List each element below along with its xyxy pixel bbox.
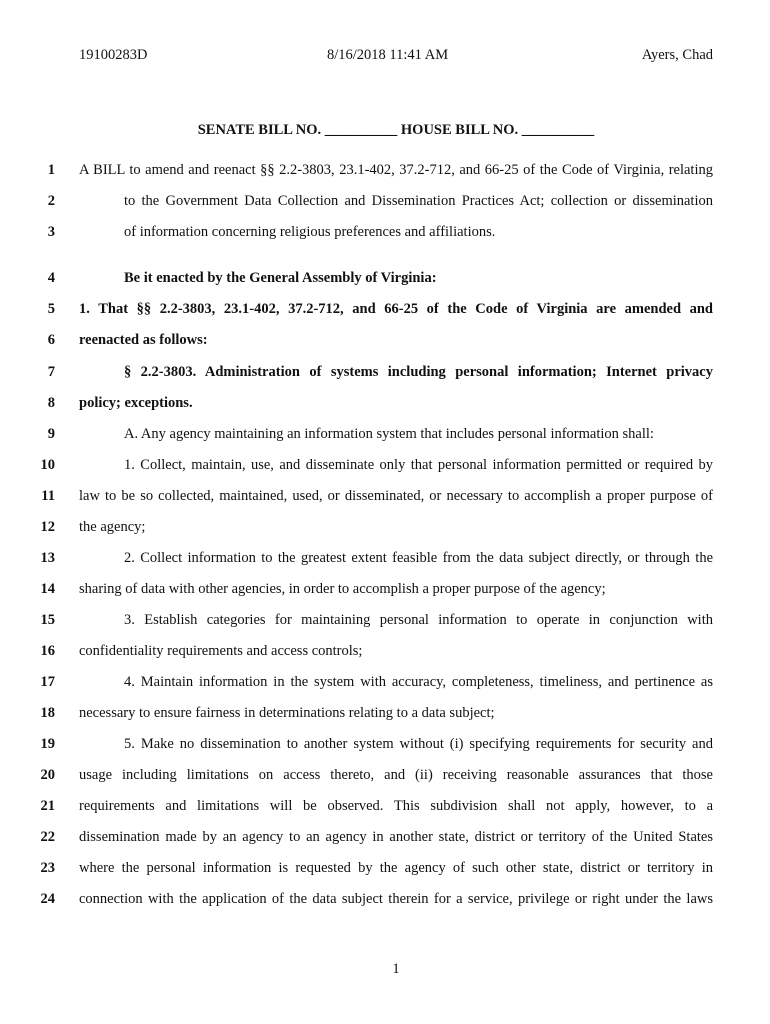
line-number: 19	[40, 736, 55, 752]
line-number: 11	[41, 488, 55, 504]
page-number: 1	[392, 961, 400, 977]
line-number: 4	[47, 270, 55, 286]
line-9	[0, 426, 770, 446]
line-number: 9	[47, 426, 55, 442]
line-number: 3	[47, 224, 55, 240]
line-10	[0, 457, 770, 477]
line-number: 8	[47, 395, 55, 411]
line-text: connection with the application of the data subject therein for a service, privilege or right under the laws	[79, 891, 713, 907]
line-text: confidentiality requirements and access controls;	[79, 643, 363, 659]
line-number: 23	[40, 860, 55, 876]
line-number: 20	[40, 767, 55, 783]
line-number: 14	[40, 581, 55, 597]
line-8	[0, 395, 770, 415]
line-number: 7	[47, 364, 55, 380]
line-text: of information concerning religious preferences and affiliations.	[124, 224, 496, 240]
line-2	[0, 193, 770, 213]
line-21	[0, 798, 770, 818]
line-text: policy; exceptions.	[79, 395, 193, 411]
line-number: 22	[40, 829, 55, 845]
line-number: 1	[47, 162, 55, 178]
timestamp: 8/16/2018 11:41 AM	[327, 47, 449, 63]
line-number: 15	[40, 612, 55, 628]
line-7	[0, 364, 770, 384]
line-text: usage including limitations on access thereto, and (ii) receiving reasonable assurances that those	[79, 767, 713, 783]
line-12	[0, 519, 770, 539]
line-13	[0, 550, 770, 570]
author: Ayers, Chad	[641, 47, 713, 63]
line-number: 16	[40, 643, 55, 659]
line-text: to the Government Data Collection and Dissemination Practices Act; collection or dissemination	[124, 193, 713, 209]
line-text: law to be so collected, maintained, used, or disseminated, or necessary to accomplish a proper purpose of	[79, 488, 713, 504]
line-number: 18	[40, 705, 55, 721]
line-19	[0, 736, 770, 756]
line-24	[0, 891, 770, 911]
line-text: where the personal information is requested by the agency of such other state, district or territory in	[79, 860, 713, 876]
bill-title: SENATE BILL NO. __________ HOUSE BILL NO. __________	[197, 122, 595, 138]
line-17	[0, 674, 770, 694]
bill-id: 19100283D	[79, 47, 148, 63]
line-number: 13	[40, 550, 55, 566]
line-11	[0, 488, 770, 508]
line-text: 1. Collect, maintain, use, and disseminate only that personal information permitted or required by	[124, 457, 713, 473]
line-number: 10	[40, 457, 55, 473]
line-18	[0, 705, 770, 725]
line-text: dissemination made by an agency to an agency in another state, district or territory of the United States	[79, 829, 713, 845]
line-number: 12	[40, 519, 55, 535]
line-text: necessary to ensure fairness in determinations relating to a data subject;	[79, 705, 495, 721]
line-text: 5. Make no dissemination to another system without (i) specifying requirements for security and	[124, 736, 713, 752]
line-14	[0, 581, 770, 601]
line-3	[0, 224, 770, 244]
line-5	[0, 301, 770, 321]
line-text: reenacted as follows:	[79, 332, 208, 348]
line-4	[0, 270, 770, 290]
line-number: 24	[40, 891, 55, 907]
line-number: 5	[47, 301, 55, 317]
line-text: requirements and limitations will be observed. This subdivision shall not apply, however, to a	[79, 798, 713, 814]
line-15	[0, 612, 770, 632]
line-16	[0, 643, 770, 663]
line-number: 21	[40, 798, 55, 814]
line-number: 6	[47, 332, 55, 348]
line-6	[0, 332, 770, 352]
line-text: sharing of data with other agencies, in order to accomplish a proper purpose of the agency;	[79, 581, 606, 597]
line-number: 2	[47, 193, 55, 209]
line-text: 2. Collect information to the greatest extent feasible from the data subject directly, or through the	[124, 550, 713, 566]
line-1	[0, 162, 770, 182]
line-text: A BILL to amend and reenact §§ 2.2-3803, 23.1-402, 37.2-712, and 66-25 of the Code of Virginia, relating	[79, 162, 713, 178]
line-number: 17	[40, 674, 55, 690]
line-text: A. Any agency maintaining an information system that includes personal information shall:	[124, 426, 654, 442]
line-text: § 2.2-3803. Administration of systems including personal information; Internet privacy	[124, 364, 713, 380]
line-text: Be it enacted by the General Assembly of Virginia:	[124, 270, 437, 286]
line-text: 4. Maintain information in the system with accuracy, completeness, timeliness, and pertinence as	[124, 674, 713, 690]
line-text: the agency;	[79, 519, 146, 535]
line-23	[0, 860, 770, 880]
line-20	[0, 767, 770, 787]
line-text: 3. Establish categories for maintaining personal information to operate in conjunction with	[124, 612, 713, 628]
line-text: 1. That §§ 2.2-3803, 23.1-402, 37.2-712, and 66-25 of the Code of Virginia are amended and	[79, 301, 713, 317]
line-22	[0, 829, 770, 849]
